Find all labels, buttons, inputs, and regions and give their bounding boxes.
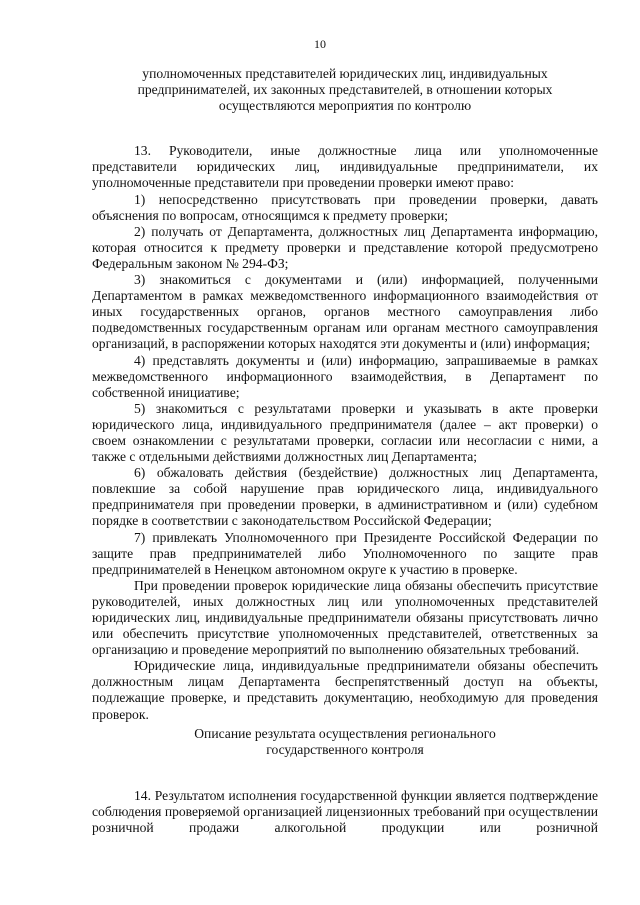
heading-line: уполномоченных представителей юридических лиц, индивидуальных [142, 66, 548, 81]
paragraph-presence-obligation: При проведении проверок юридические лица обязаны обеспечить присутствие руководителей, иных должностных лиц или уполномоченных представителей юридических лиц, индивидуальные предприниматели обязаны присутствовать лично или обеспечить присутствие уполномоченных представителей, ответственных за организацию и проведение мероприятий по выполнению обязательных требований. [92, 577, 598, 658]
paragraph-item-6: 6) обжаловать действия (бездействие) должностных лиц Департамента, повлекшие за собой нарушение прав юридического лица, индивидуального предпринимателя при проведении проверки, в административном и (или) судебном порядке в соответствии с законодательством Российской Федерации; [92, 465, 598, 529]
paragraph-14: 14. Результатом исполнения государственной функции является подтверждение соблюдения проверяемой организацией лицензионных требований при осуществлении розничной продажи алкогольной продукции или розничной [92, 787, 598, 836]
heading-line: осуществляются мероприятия по контролю [218, 98, 472, 114]
heading-line: Описание результата осуществления регионального [194, 725, 496, 741]
paragraph-13: 13. Руководители, иные должностные лица или уполномоченные представители юридических лиц, индивидуальные предприниматели, их уполномоченные представители при проведении проверки имеют право: [92, 143, 598, 191]
page-content [92, 66, 598, 836]
paragraph-item-3: 3) знакомиться с документами и (или) информацией, полученными Департаментом в рамках межведомственного информационного взаимодействия от иных государственных органов, органов местного самоуправления либо подведомственных государственным органам или органам местного самоуправления организаций, в распоряжении которых находятся эти документы и (или) информация; [92, 272, 598, 352]
paragraph-item-1: 1) непосредственно присутствовать при проведении проверки, давать объяснения по вопросам, относящимся к предмету проверки; [92, 191, 598, 223]
paragraph-item-2: 2) получать от Департамента, должностных лиц Департамента информацию, которая относится к предмету проверки и представление которой предусмотрено Федеральным законом № 294-ФЗ; [92, 223, 598, 271]
heading-line: государственного контроля [266, 741, 424, 757]
paragraph-item-7: 7) привлекать Уполномоченного при Президенте Российской Федерации по защите прав предпринимателей либо Уполномоченного по защите прав предпринимателей в Ненецком автономном округе к участию в проверке. [92, 529, 598, 577]
paragraph-item-5: 5) знакомиться с результатами проверки и указывать в акте проверки юридического лица, индивидуального предпринимателя (далее – акт проверки) о своем ознакомлении с результатами проверки, согласии или несогласии с ними, а также с отдельными действиями должностных лиц Департамента; [92, 400, 598, 465]
paragraph-access-obligation: Юридические лица, индивидуальные предприниматели обязаны обеспечить должностным лицам Департамента беспрепятственный доступ на объекты, подлежащие проверке, и представить документацию, необходимую для проведения проверок. [92, 658, 598, 722]
section-heading-result [92, 726, 598, 758]
paragraph-item-4: 4) представлять документы и (или) информацию, запрашиваемые в рамках межведомственного информационного взаимодействия, в Департамент по собственной инициативе; [92, 352, 598, 400]
page-number: 10 [314, 37, 326, 51]
heading-line: предпринимателей, их законных представителей, в отношении которых [137, 82, 553, 98]
section-heading-top [92, 66, 598, 114]
